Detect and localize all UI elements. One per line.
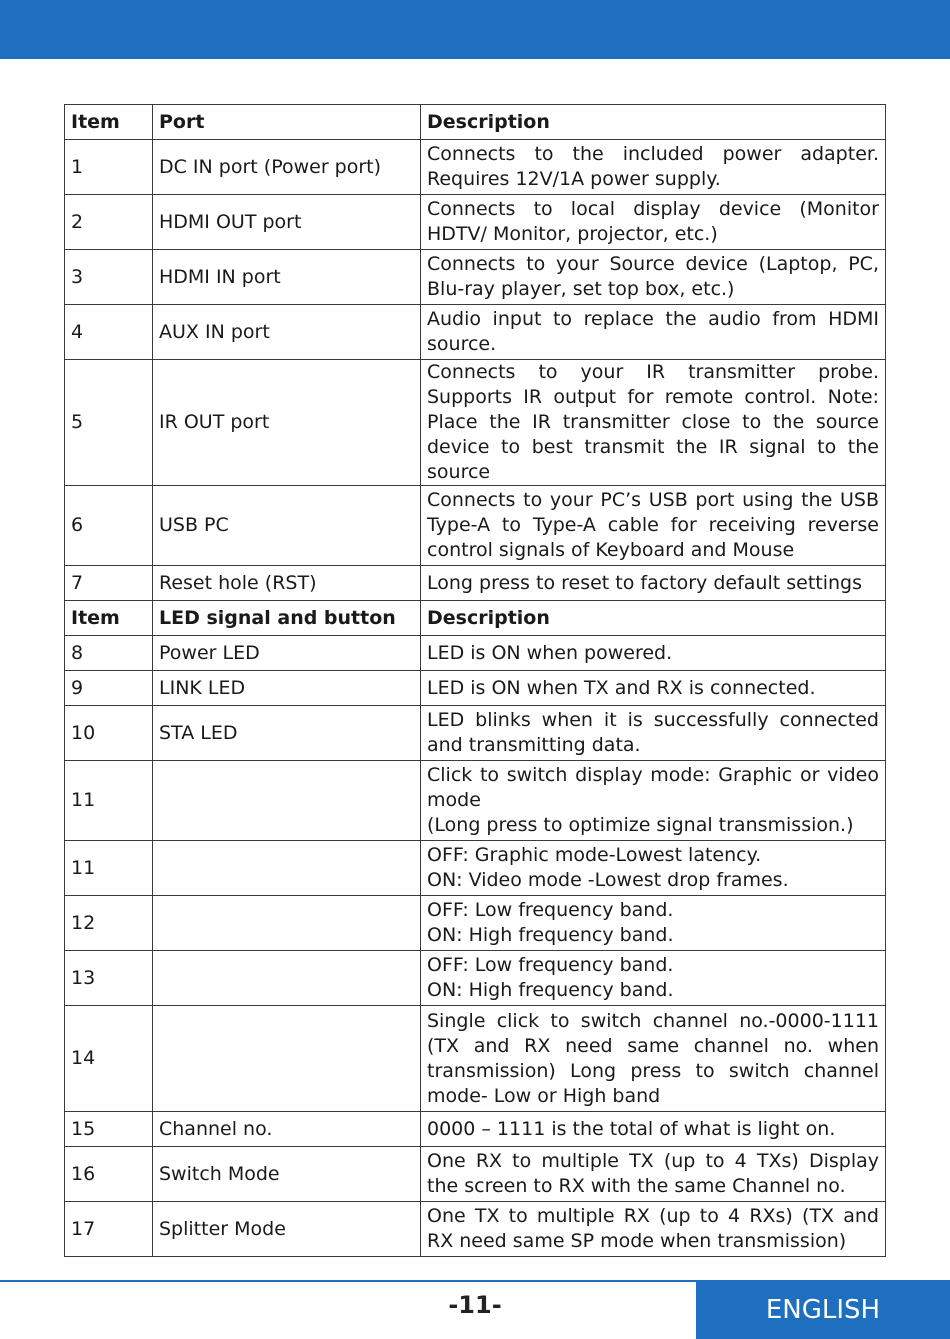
table-row <box>65 1006 886 1112</box>
description-cell <box>421 566 886 601</box>
item-cell: 3 <box>65 250 153 305</box>
description-cell <box>421 671 886 706</box>
description-line: LED blinks when it is successfully connected and transmitting data. <box>427 709 879 756</box>
description-line: LED is ON when TX and RX is connected. <box>427 676 816 699</box>
description-cell <box>421 305 886 360</box>
port-cell <box>153 896 421 951</box>
description-line: Audio input to replace the audio from HDMI source. <box>427 308 879 355</box>
description-line: One RX to multiple TX (up to 4 TXs) Display the screen to RX with the same Channel no. <box>427 1150 879 1197</box>
description-line: Connects to your Source device (Laptop, PC, Blu-ray player, set top box, etc.) <box>427 253 879 300</box>
header-cell-item: Item <box>65 601 153 636</box>
item-cell: 11 <box>65 841 153 896</box>
port-cell <box>153 951 421 1006</box>
item-cell: 17 <box>65 1202 153 1257</box>
item-cell: 10 <box>65 706 153 761</box>
port-cell: IR OUT port <box>153 360 421 486</box>
port-cell: Reset hole (RST) <box>153 566 421 601</box>
description-line: 0000 – 1111 is the total of what is light on. <box>427 1117 836 1140</box>
port-cell: Power LED <box>153 636 421 671</box>
description-cell <box>421 195 886 250</box>
table-row <box>65 360 886 486</box>
item-cell: 11 <box>65 761 153 841</box>
language-label: ENGLISH <box>696 1280 950 1339</box>
description-line: Connects to local display device (Monitor HDTV/ Monitor, projector, etc.) <box>427 198 879 245</box>
item-cell: 14 <box>65 1006 153 1112</box>
item-cell: 13 <box>65 951 153 1006</box>
table-row <box>65 1112 886 1147</box>
description-line: Long press to reset to factory default settings <box>427 571 862 594</box>
table-row <box>65 761 886 841</box>
port-cell <box>153 841 421 896</box>
port-cell: Splitter Mode <box>153 1202 421 1257</box>
description-cell <box>421 486 886 566</box>
table-header-row <box>65 105 886 140</box>
table-row <box>65 1202 886 1257</box>
item-cell: 2 <box>65 195 153 250</box>
description-line: One TX to multiple RX (up to 4 RXs) (TX and RX need same SP mode when transmission) <box>427 1205 879 1252</box>
description-cell <box>421 896 886 951</box>
description-line: Single click to switch channel no.-0000-1111 (TX and RX need same channel no. when transmission) Long press to switch channel mode- Low or High band <box>427 1009 879 1107</box>
table-row <box>65 671 886 706</box>
port-cell: Switch Mode <box>153 1147 421 1202</box>
spec-table <box>64 104 886 1257</box>
description-line: (Long press to optimize signal transmission.) <box>427 814 854 836</box>
port-cell <box>153 1006 421 1112</box>
header-cell-port: LED signal and button <box>153 601 421 636</box>
item-cell: 7 <box>65 566 153 601</box>
description-cell <box>421 1006 886 1112</box>
port-cell <box>153 761 421 841</box>
page-number: -11- <box>448 1291 502 1319</box>
description-cell <box>421 1112 886 1147</box>
item-cell: 5 <box>65 360 153 486</box>
port-cell: LINK LED <box>153 671 421 706</box>
header-cell-description: Description <box>421 601 886 636</box>
item-cell: 16 <box>65 1147 153 1202</box>
spec-table-body <box>65 105 886 1257</box>
table-row <box>65 250 886 305</box>
item-cell: 12 <box>65 896 153 951</box>
port-cell: DC IN port (Power port) <box>153 140 421 195</box>
table-row <box>65 195 886 250</box>
table-row <box>65 636 886 671</box>
port-cell: HDMI IN port <box>153 250 421 305</box>
description-cell <box>421 140 886 195</box>
port-cell: AUX IN port <box>153 305 421 360</box>
item-cell: 9 <box>65 671 153 706</box>
description-line: ON: Video mode -Lowest drop frames. <box>427 869 789 891</box>
table-row <box>65 486 886 566</box>
header-cell-port: Port <box>153 105 421 140</box>
item-cell: 4 <box>65 305 153 360</box>
table-header-row <box>65 601 886 636</box>
description-cell <box>421 951 886 1006</box>
description-line: Connects to your IR transmitter probe. Supports IR output for remote control. Note: Place the IR transmitter close to the source device to best transmit the IR signal to the source <box>427 361 879 483</box>
description-cell <box>421 636 886 671</box>
table-row <box>65 305 886 360</box>
table-row <box>65 951 886 1006</box>
description-line: Connects to your PC’s USB port using the USB Type-A to Type-A cable for receiving reverse control signals of Keyboard and Mouse <box>427 489 879 561</box>
description-cell <box>421 360 886 486</box>
description-cell <box>421 1202 886 1257</box>
item-cell: 15 <box>65 1112 153 1147</box>
description-line: ON: High frequency band. <box>427 979 674 1001</box>
table-row <box>65 140 886 195</box>
item-cell: 6 <box>65 486 153 566</box>
description-cell <box>421 250 886 305</box>
port-cell: STA LED <box>153 706 421 761</box>
description-line: ON: High frequency band. <box>427 924 674 946</box>
description-line: Click to switch display mode: Graphic or video mode <box>427 764 879 811</box>
table-row <box>65 841 886 896</box>
item-cell: 8 <box>65 636 153 671</box>
port-cell: USB PC <box>153 486 421 566</box>
table-row <box>65 896 886 951</box>
port-cell: Channel no. <box>153 1112 421 1147</box>
description-cell <box>421 1147 886 1202</box>
header-bar <box>0 0 950 59</box>
description-line: OFF: Low frequency band. <box>427 899 674 921</box>
description-line: Connects to the included power adapter. Requires 12V/1A power supply. <box>427 143 879 190</box>
description-line: OFF: Low frequency band. <box>427 954 674 976</box>
description-line: LED is ON when powered. <box>427 641 673 664</box>
port-cell: HDMI OUT port <box>153 195 421 250</box>
table-row <box>65 566 886 601</box>
item-cell: 1 <box>65 140 153 195</box>
description-line: OFF: Graphic mode-Lowest latency. <box>427 844 762 866</box>
description-cell <box>421 706 886 761</box>
header-cell-item: Item <box>65 105 153 140</box>
table-row <box>65 706 886 761</box>
description-cell <box>421 761 886 841</box>
table-row <box>65 1147 886 1202</box>
header-cell-description: Description <box>421 105 886 140</box>
description-cell <box>421 841 886 896</box>
